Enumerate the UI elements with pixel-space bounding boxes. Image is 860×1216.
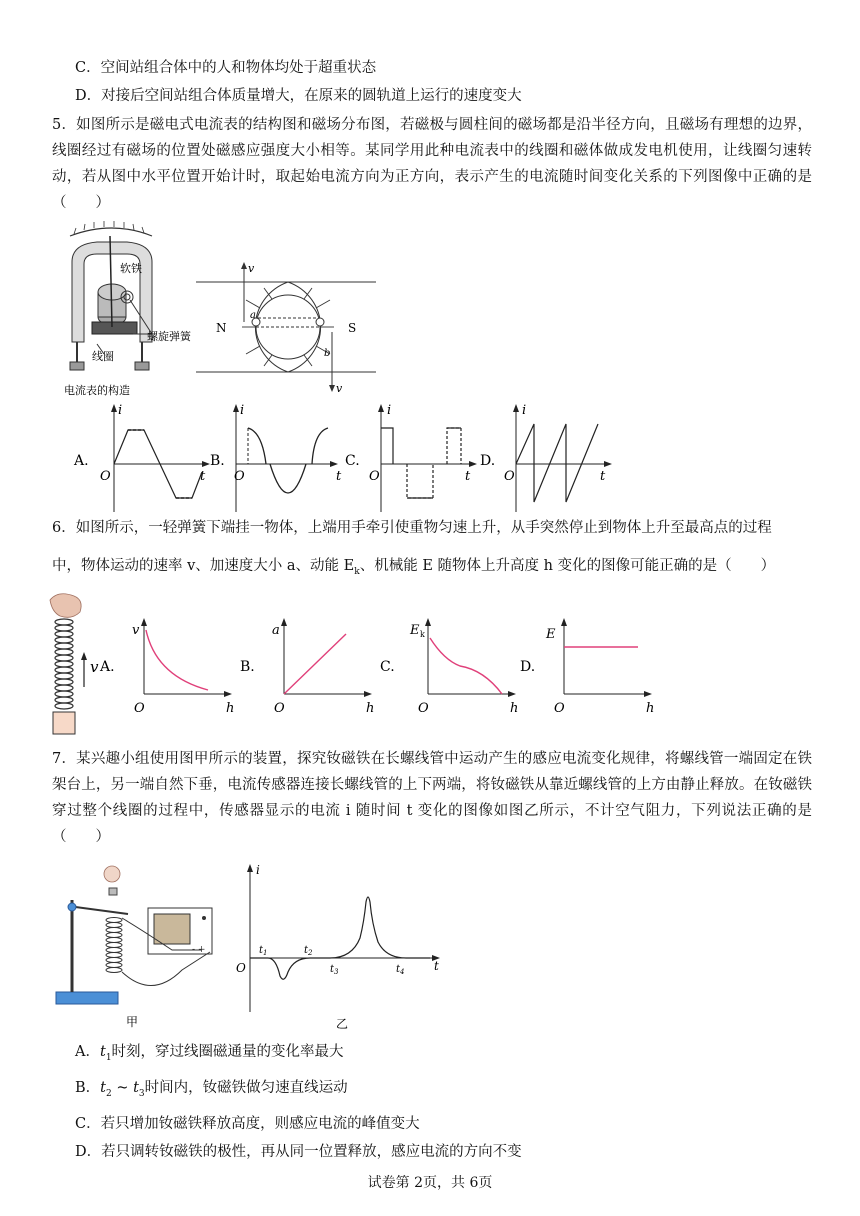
axis-y-label: E bbox=[546, 627, 556, 642]
origin-label: O bbox=[100, 469, 111, 484]
point-a: a bbox=[250, 310, 256, 321]
axis-x-label: h bbox=[366, 701, 375, 716]
q7-option-d: D．若只调转钕磁铁的极性，再从同一位置释放，感应电流的方向不变 bbox=[75, 1144, 522, 1160]
origin-label: O bbox=[418, 701, 429, 716]
axis-x-label: t bbox=[600, 469, 606, 484]
point-b: b bbox=[324, 348, 331, 359]
magnetic-field-diagram bbox=[196, 260, 381, 395]
axis-y-label: i bbox=[387, 403, 392, 418]
fig-jia-label: 甲 bbox=[126, 1015, 139, 1029]
q6-stem-line2 bbox=[52, 556, 775, 582]
axis-x-label: h bbox=[646, 701, 655, 716]
label-soft-iron: 软铁 bbox=[120, 262, 142, 275]
fig1-caption: 电流表的构造 bbox=[64, 384, 130, 397]
q5-graph-d bbox=[478, 402, 618, 512]
velocity-bottom: v bbox=[336, 382, 343, 395]
option-part: ~ bbox=[111, 1080, 134, 1096]
velocity-label: v bbox=[90, 658, 99, 676]
axis-y-label: i bbox=[522, 403, 527, 418]
option-part: t bbox=[99, 1044, 106, 1060]
t4-label: $t_4$ bbox=[396, 964, 405, 976]
svg-text:- +: - + bbox=[192, 945, 206, 955]
option-part: t bbox=[133, 1080, 139, 1096]
option-letter: B. bbox=[240, 659, 255, 675]
option-sub: 3 bbox=[138, 1088, 145, 1099]
q5-stem: 5．如图所示是磁电式电流表的结构图和磁场分布图，若磁极与圆柱间的磁场都是沿半径方向，且磁场有理想的边界，线圈经过有磁场的位置处磁感应强度大小相等。某同学用此种电流表中的线圈和磁体做成发电机使用，让线圈匀速转动，若从图中水平位置开始计时，取起始电流方向为正方向，表示产生的电流随时间变化关系的下列图像中正确的是（ ） bbox=[52, 117, 812, 211]
galvanometer-diagram bbox=[52, 222, 202, 402]
origin-label: O bbox=[369, 469, 380, 484]
q6-graph-b bbox=[240, 616, 380, 716]
axis-x-label: t bbox=[336, 469, 342, 484]
q7-stem: 7．某兴趣小组使用图甲所示的装置，探究钕磁铁在长螺线管中运动产生的感应电流变化规律，将螺线管一端固定在铁架台上，另一端自然下垂，电流传感器连接长螺线管的上下两端，将钕磁铁从靠近螺线管的上方由静止释放。在钕磁铁穿过整个线圈的过程中，传感器显示的电流 i 随时间 t 变化的图像如图乙所示，不计空气阻力，下列说法正确的是（ ） bbox=[52, 751, 812, 845]
option-part: t bbox=[100, 1080, 106, 1096]
q6-stem-part: 、机械能 E 随物体上升高度 h 变化的图像可能正确的是（ ） bbox=[359, 558, 776, 574]
q4-option-d: D．对接后空间站组合体质量增大，在原来的圆轨道上运行的速度变大 bbox=[75, 88, 522, 104]
axis-x-label: t bbox=[434, 959, 439, 973]
velocity-top: v bbox=[248, 262, 255, 275]
q5-graph-b bbox=[208, 402, 348, 512]
axis-y-label: i bbox=[240, 403, 245, 418]
option-letter: A. bbox=[74, 453, 89, 469]
fig-yi-label: 乙 bbox=[336, 1017, 349, 1031]
option-letter: B. bbox=[210, 453, 225, 469]
axis-y-sub: k bbox=[420, 630, 425, 639]
option-part: 时间内，钕磁铁做匀速直线运动 bbox=[144, 1080, 348, 1096]
axis-x-label: h bbox=[226, 701, 235, 716]
origin-label: O bbox=[504, 469, 515, 484]
q6-stem-line1: 6．如图所示，一轻弹簧下端挂一物体，上端用手牵引使重物匀速上升，从手突然停止到物体上升至最高点的过程 bbox=[52, 520, 772, 536]
axis-y-label: E bbox=[410, 623, 420, 638]
axis-y-label: i bbox=[256, 863, 260, 877]
q6-stem-part: 中，物体运动的速率 v、加速度大小 a、动能 E bbox=[52, 558, 355, 574]
option-sub: 1 bbox=[105, 1052, 112, 1063]
t1-label: $t_1$ bbox=[259, 945, 268, 957]
q7-current-graph bbox=[230, 862, 450, 1030]
q6-graph-c bbox=[380, 616, 525, 716]
axis-y-label: v bbox=[132, 623, 140, 638]
option-part: A． bbox=[75, 1044, 100, 1060]
origin-label: O bbox=[234, 469, 245, 484]
q7-option-a bbox=[75, 1042, 344, 1068]
option-part: B． bbox=[75, 1080, 101, 1096]
option-sub: 2 bbox=[105, 1088, 112, 1099]
label-spring: 螺旋弹簧 bbox=[147, 330, 191, 343]
origin-label: O bbox=[274, 701, 285, 716]
t2-label: $t_2$ bbox=[304, 945, 313, 957]
option-letter: C. bbox=[345, 453, 360, 469]
t3-label: $t_3$ bbox=[330, 964, 339, 976]
q5-graph-c bbox=[343, 402, 483, 512]
q7-apparatus-figure bbox=[52, 860, 222, 1030]
pole-n: N bbox=[216, 321, 227, 335]
axis-x-label: t bbox=[200, 469, 206, 484]
origin-label: O bbox=[554, 701, 565, 716]
axis-x-label: h bbox=[510, 701, 519, 716]
axis-y-label: i bbox=[118, 403, 123, 418]
q5-graph-a bbox=[72, 402, 212, 512]
option-letter: D. bbox=[520, 659, 536, 675]
page-footer: 试卷第 2页，共 6页 bbox=[367, 1175, 493, 1191]
option-letter: C. bbox=[380, 659, 395, 675]
option-letter: A. bbox=[100, 659, 115, 675]
origin-label: O bbox=[134, 701, 145, 716]
q6-stem-sub: k bbox=[354, 566, 360, 577]
pole-s: S bbox=[348, 321, 357, 335]
axis-x-label: t bbox=[465, 469, 471, 484]
origin-label: O bbox=[236, 961, 246, 975]
q6-graph-d bbox=[520, 616, 660, 716]
q4-option-c: C．空间站组合体中的人和物体均处于超重状态 bbox=[75, 60, 377, 76]
option-part: 时刻，穿过线圈磁通量的变化率最大 bbox=[111, 1044, 344, 1060]
q6-graph-a bbox=[100, 616, 240, 716]
label-coil: 线圈 bbox=[92, 350, 114, 363]
axis-y-label: a bbox=[272, 623, 280, 638]
option-letter: D. bbox=[480, 453, 496, 469]
q7-option-c: C．若只增加钕磁铁释放高度，则感应电流的峰值变大 bbox=[75, 1116, 420, 1132]
q7-option-b bbox=[75, 1078, 348, 1104]
